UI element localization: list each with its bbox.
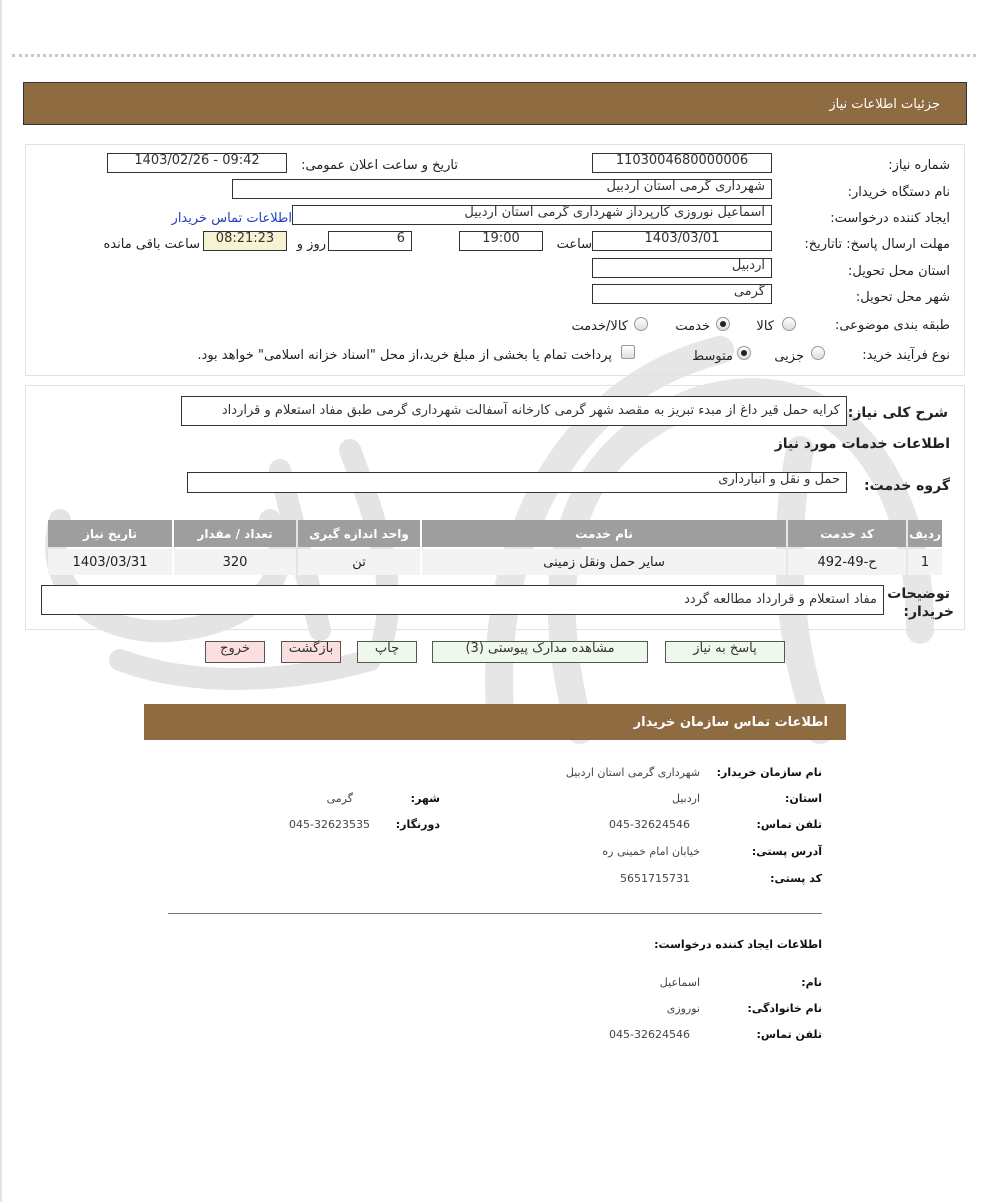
days-field: 6 <box>328 231 412 251</box>
top-dotted-divider <box>12 54 976 57</box>
service-group-field: حمل و نقل و انبارداری <box>187 472 847 493</box>
category-label: طبقه بندی موضوعی: <box>834 318 950 333</box>
service-code-cell: ح-49-492 <box>788 549 906 575</box>
time-label: ساعت <box>556 237 592 252</box>
contact-org-label: نام سازمان خریدار: <box>716 766 822 779</box>
service-name-cell: سایر حمل ونقل زمینی <box>422 549 786 575</box>
buyer-notes-label-2: خریدار: <box>903 604 954 620</box>
services-title: اطلاعات خدمات مورد نیاز <box>774 436 950 452</box>
reply-button[interactable]: پاسخ به نیاز <box>665 641 785 663</box>
creator-info-title: اطلاعات ایجاد کننده درخواست: <box>654 938 822 951</box>
contact-address-value: خیابان امام خمینی ره <box>602 845 700 858</box>
buyer-contact-link[interactable]: اطلاعات تماس خریدار <box>171 211 292 226</box>
creator-name-value: اسماعیل <box>659 976 700 989</box>
contact-fax-label: دورنگار: <box>395 818 440 831</box>
left-edge <box>0 0 2 1202</box>
contact-phone-value: 045-32624546 <box>609 818 690 831</box>
print-button[interactable]: چاپ <box>357 641 417 663</box>
summary-field: کرایه حمل قیر داغ از مبدء تبریز به مقصد شهر گرمی کارخانه آسفالت شهرداری گرمی طبق مفاد استعلام و قرارداد <box>181 396 847 426</box>
col-name-header: نام خدمت <box>422 520 786 547</box>
days-label: روز و <box>296 237 326 252</box>
city-field: گرمی <box>592 284 772 304</box>
page-header <box>23 82 967 125</box>
col-date-header: تاریخ نیاز <box>48 520 172 547</box>
treasury-payment-note: پرداخت تمام یا بخشی از مبلغ خرید،از محل "اسناد خزانه اسلامی" خواهد بود. <box>197 348 612 363</box>
announce-field: 1403/02/26 - 09:42 <box>107 153 287 173</box>
province-field: اردبیل <box>592 258 772 278</box>
page-title: جزئیات اطلاعات نیاز <box>829 97 940 112</box>
city-label: شهر محل تحویل: <box>855 290 950 305</box>
services-table <box>46 518 944 577</box>
process-medium-radio[interactable] <box>737 346 751 360</box>
quantity-cell: 320 <box>174 549 296 575</box>
contact-address-label: آدرس پستی: <box>751 845 822 858</box>
treasury-payment-checkbox[interactable] <box>621 345 635 359</box>
table-row <box>48 549 942 575</box>
buyer-notes-field: مفاد استعلام و قرارداد مطالعه گردد <box>41 585 884 615</box>
contact-title: اطلاعات تماس سازمان خریدار <box>633 715 828 730</box>
contact-city-label: شهر: <box>410 792 440 805</box>
buyer-notes-label-1: توضیحات <box>887 586 950 602</box>
creator-family-label: نام خانوادگی: <box>747 1002 822 1015</box>
contact-postal-value: 5651715731 <box>620 872 690 885</box>
contact-org-value: شهرداری گرمی استان اردبیل <box>565 766 700 779</box>
creator-family-value: نوروزی <box>666 1002 700 1015</box>
creator-field: اسماعیل نوروزی کارپرداز شهرداری گرمی استان اردبیل <box>292 205 772 225</box>
contact-divider <box>168 913 822 914</box>
remaining-label: ساعت باقی مانده <box>103 237 200 252</box>
contact-fax-value: 045-32623535 <box>289 818 370 831</box>
col-row-header: ردیف <box>908 520 942 547</box>
need-number-label: شماره نیاز: <box>888 158 950 173</box>
service-group-label: گروه خدمت: <box>864 478 950 494</box>
back-button[interactable]: بازگشت <box>281 641 341 663</box>
contact-postal-label: کد پستی: <box>770 872 822 885</box>
category-goods-service-radio[interactable] <box>634 317 648 331</box>
creator-phone-value: 045-32624546 <box>609 1028 690 1041</box>
buyer-field: شهرداری گرمی استان اردبیل <box>232 179 772 199</box>
process-medium-label: متوسط <box>692 349 733 364</box>
process-minor-label: جزیی <box>774 349 804 364</box>
services-table-header <box>48 520 942 547</box>
deadline-label: مهلت ارسال پاسخ: تاتاریخ: <box>804 237 950 252</box>
remaining-time-field: 08:21:23 <box>203 231 287 251</box>
unit-cell: تن <box>298 549 420 575</box>
contact-province-label: استان: <box>785 792 822 805</box>
col-code-header: کد خدمت <box>788 520 906 547</box>
need-number-field: 1103004680000006 <box>592 153 772 173</box>
category-service-radio[interactable] <box>716 317 730 331</box>
row-index-cell: 1 <box>908 549 942 575</box>
contact-phone-label: تلفن تماس: <box>756 818 822 831</box>
creator-name-label: نام: <box>801 976 822 989</box>
contact-section-header <box>144 704 846 740</box>
category-goods-radio[interactable] <box>782 317 796 331</box>
creator-label: ایجاد کننده درخواست: <box>830 211 950 226</box>
need-date-cell: 1403/03/31 <box>48 549 172 575</box>
exit-button[interactable]: خروج <box>205 641 265 663</box>
deadline-time-field: 19:00 <box>459 231 543 251</box>
process-label: نوع فرآیند خرید: <box>862 348 950 363</box>
summary-label: شرح کلی نیاز: <box>847 405 948 421</box>
creator-phone-label: تلفن تماس: <box>756 1028 822 1041</box>
buyer-label: نام دستگاه خریدار: <box>847 185 950 200</box>
col-qty-header: تعداد / مقدار <box>174 520 296 547</box>
view-attachments-button[interactable]: مشاهده مدارک پیوستی (3) <box>432 641 648 663</box>
col-unit-header: واحد اندازه گیری <box>298 520 420 547</box>
province-label: استان محل تحویل: <box>848 264 950 279</box>
category-service-label: خدمت <box>675 319 710 334</box>
contact-province-value: اردبیل <box>672 792 700 805</box>
contact-city-value: گرمی <box>326 792 353 805</box>
category-goods-service-label: کالا/خدمت <box>571 319 628 334</box>
category-goods-label: کالا <box>756 319 774 334</box>
announce-label: تاریخ و ساعت اعلان عمومی: <box>301 158 458 173</box>
process-minor-radio[interactable] <box>811 346 825 360</box>
deadline-date-field: 1403/03/01 <box>592 231 772 251</box>
